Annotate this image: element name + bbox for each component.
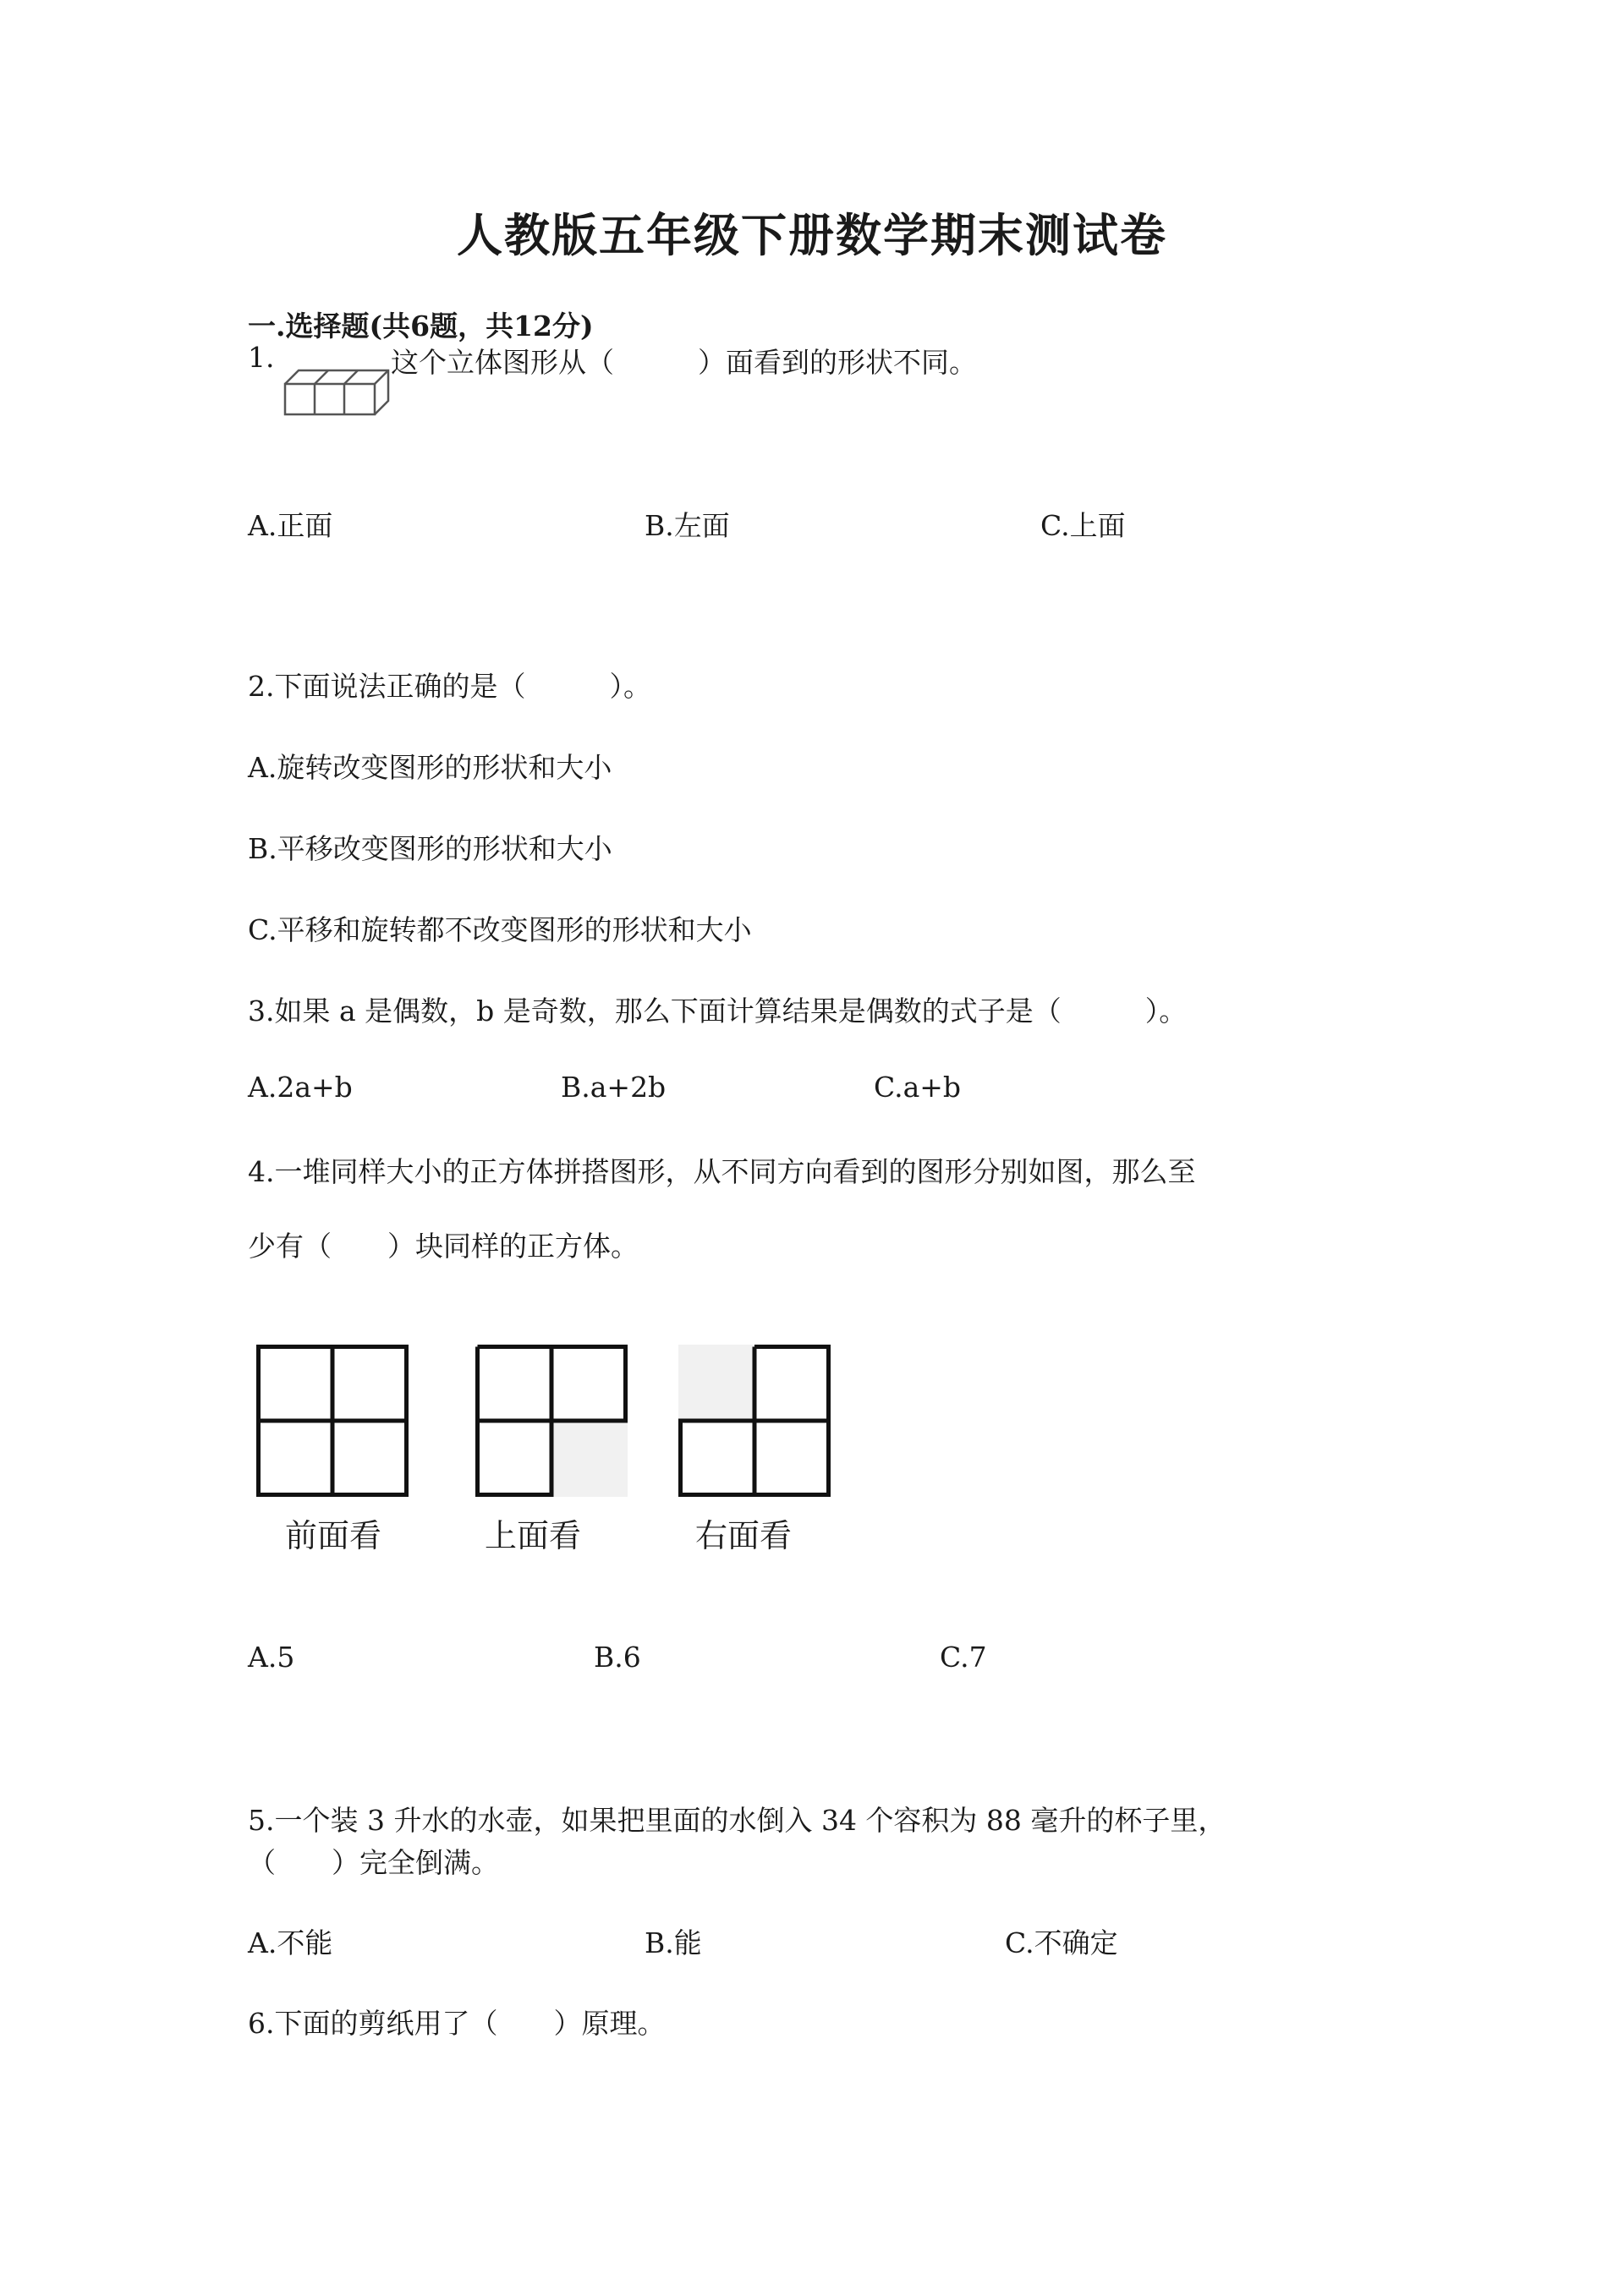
question-4-option-b: B.6 <box>594 1641 641 1674</box>
question-2-option-a: A.旋转改变图形的形状和大小 <box>248 751 612 784</box>
question-3-text: 3.如果 a 是偶数，b 是奇数，那么下面计算结果是偶数的式子是（ ）。 <box>248 995 1188 1027</box>
question-1-option-c: C.上面 <box>1040 509 1126 542</box>
front-view-figure <box>256 1345 409 1497</box>
question-1-text: 这个立体图形从（ ）面看到的形状不同。 <box>391 346 977 379</box>
question-3-option-a: A.2a+b <box>248 1071 353 1104</box>
question-1-option-b: B.左面 <box>645 509 730 542</box>
question-4-option-c: C.7 <box>940 1641 987 1674</box>
question-5-text-line-1: 5.一个装 3 升水的水壶，如果把里面的水倒入 34 个容积为 88 毫升的杯子里， <box>248 1804 1226 1837</box>
question-6-text: 6.下面的剪纸用了（ ）原理。 <box>248 2007 666 2040</box>
question-5-option-a: A.不能 <box>248 1926 333 1959</box>
top-view-label: 上面看 <box>485 1517 582 1554</box>
question-2-text: 2.下面说法正确的是（ ）。 <box>248 670 651 703</box>
question-5-option-b: B.能 <box>645 1926 702 1959</box>
question-4-text-line-1: 4.一堆同样大小的正方体拼搭图形，从不同方向看到的图形分别如图，那么至 <box>248 1155 1196 1188</box>
right-view-label: 右面看 <box>695 1517 793 1554</box>
question-5-option-c: C.不确定 <box>1005 1926 1118 1959</box>
top-view-figure <box>475 1345 628 1497</box>
three-cubes-figure-icon <box>283 365 393 460</box>
question-2-option-b: B.平移改变图形的形状和大小 <box>248 832 612 865</box>
question-1-option-a: A.正面 <box>248 509 333 542</box>
question-3-option-b: B.a+2b <box>561 1071 667 1104</box>
right-view-figure <box>678 1345 831 1497</box>
page-title: 人教版五年级下册数学期末测试卷 <box>457 208 1167 262</box>
front-view-label: 前面看 <box>285 1517 382 1554</box>
question-4-option-a: A.5 <box>248 1641 295 1674</box>
question-4-text-line-2: 少有（ ）块同样的正方体。 <box>248 1230 639 1263</box>
question-1-number: 1. <box>248 341 275 374</box>
question-5-text-line-2: （ ）完全倒满。 <box>248 1846 499 1879</box>
question-3-option-c: C.a+b <box>874 1071 962 1104</box>
section-heading: 一.选择题(共6题，共12分) <box>248 310 594 342</box>
question-2-option-c: C.平移和旋转都不改变图形的形状和大小 <box>248 913 752 946</box>
